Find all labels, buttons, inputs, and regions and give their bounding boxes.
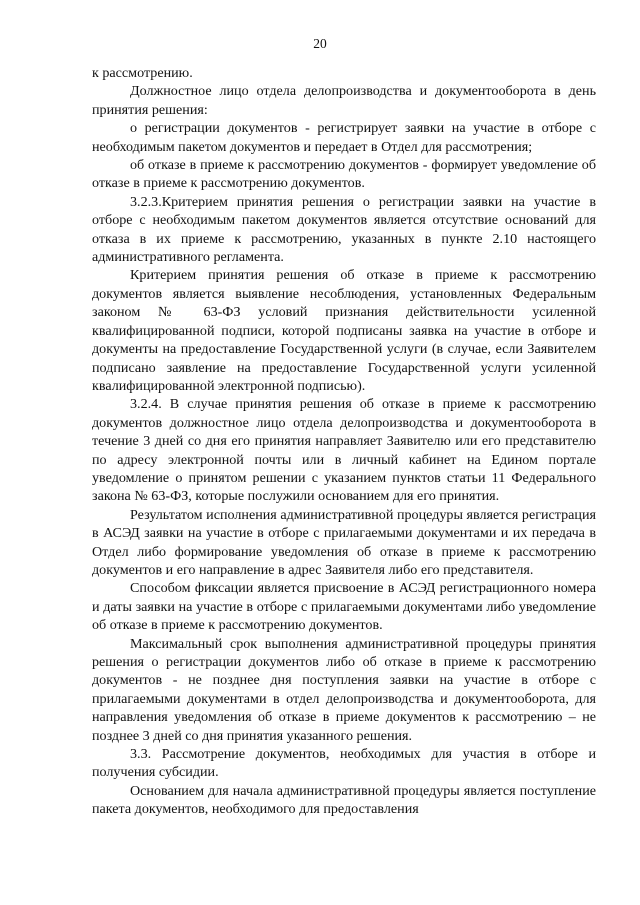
paragraph: об отказе в приеме к рассмотрению документов - формирует уведомление об отказе в приеме к рассмотрению документов.	[92, 157, 596, 192]
paragraph: 3.3. Рассмотрение документов, необходимых для участия в отборе и получения субсидии.	[92, 746, 596, 781]
paragraph: Должностное лицо отдела делопроизводства и документооборота в день принятия решения:	[92, 83, 596, 118]
paragraph: Основанием для начала административной процедуры является поступление пакета документов, необходимого для предоставления	[92, 782, 596, 818]
paragraph: Максимальный срок выполнения административной процедуры принятия решения о регистрации документов либо об отказе в приеме к рассмотрению документов - не позднее дня поступления заявки на участие в отборе с прилагаемыми документами в отдел делопроизводства и документооборота, для направления уведомления об отказе в приеме документов к рассмотрению – не позднее 3 дней со дня принятия указанного решения.	[92, 635, 596, 744]
paragraph: Способом фиксации является присвоение в АСЭД регистрационного номера и даты заявки на участие в отборе с прилагаемыми документами либо уведомление об отказе в приеме к рассмотрению документов.	[92, 580, 596, 634]
document-body	[92, 64, 596, 819]
paragraph: Критерием принятия решения об отказе в приеме к рассмотрению документов является выявление несоблюдения, установленных Федеральным законом № 63-ФЗ условий признания действительности усиленной квалифицированной подписи, которой подписаны заявка на участие в отборе и документы на предоставление Государственной услуги (в случае, если Заявителем подписано заявление на предоставление Государственной услуги усиленной квалифицированной электронной подписью).	[92, 267, 596, 394]
paragraph: 3.2.4. В случае принятия решения об отказе в приеме к рассмотрению документов должностное лицо отдела делопроизводства и документооборота в течение 3 дней со дня его принятия направляет Заявителю или его представителю по адресу электронной почты или в личный кабинет на Едином портале уведомление о принятом решении с указанием пунктов статьи 11 Федерального закона № 63-ФЗ, которые послужили основанием для его принятия.	[92, 396, 596, 505]
paragraph: к рассмотрению.	[92, 65, 193, 81]
paragraph: 3.2.3.Критерием принятия решения о регистрации заявки на участие в отборе с необходимым пакетом документов является отсутствие оснований для отказа в их приеме к рассмотрению, указанных в пункте 2.10 настоящего административного регламента.	[92, 193, 596, 266]
paragraph: Результатом исполнения административной процедуры является регистрация в АСЭД заявки на участие в отборе с прилагаемыми документами и их передача в Отдел либо формирование уведомления об отказе в приеме к рассмотрению документов и его направление в адрес Заявителя либо его представителя.	[92, 506, 596, 578]
page-number: 20	[313, 36, 327, 51]
paragraph: о регистрации документов - регистрирует заявки на участие в отборе с необходимым пакетом документов и передает в Отдел для рассмотрения;	[92, 120, 596, 155]
